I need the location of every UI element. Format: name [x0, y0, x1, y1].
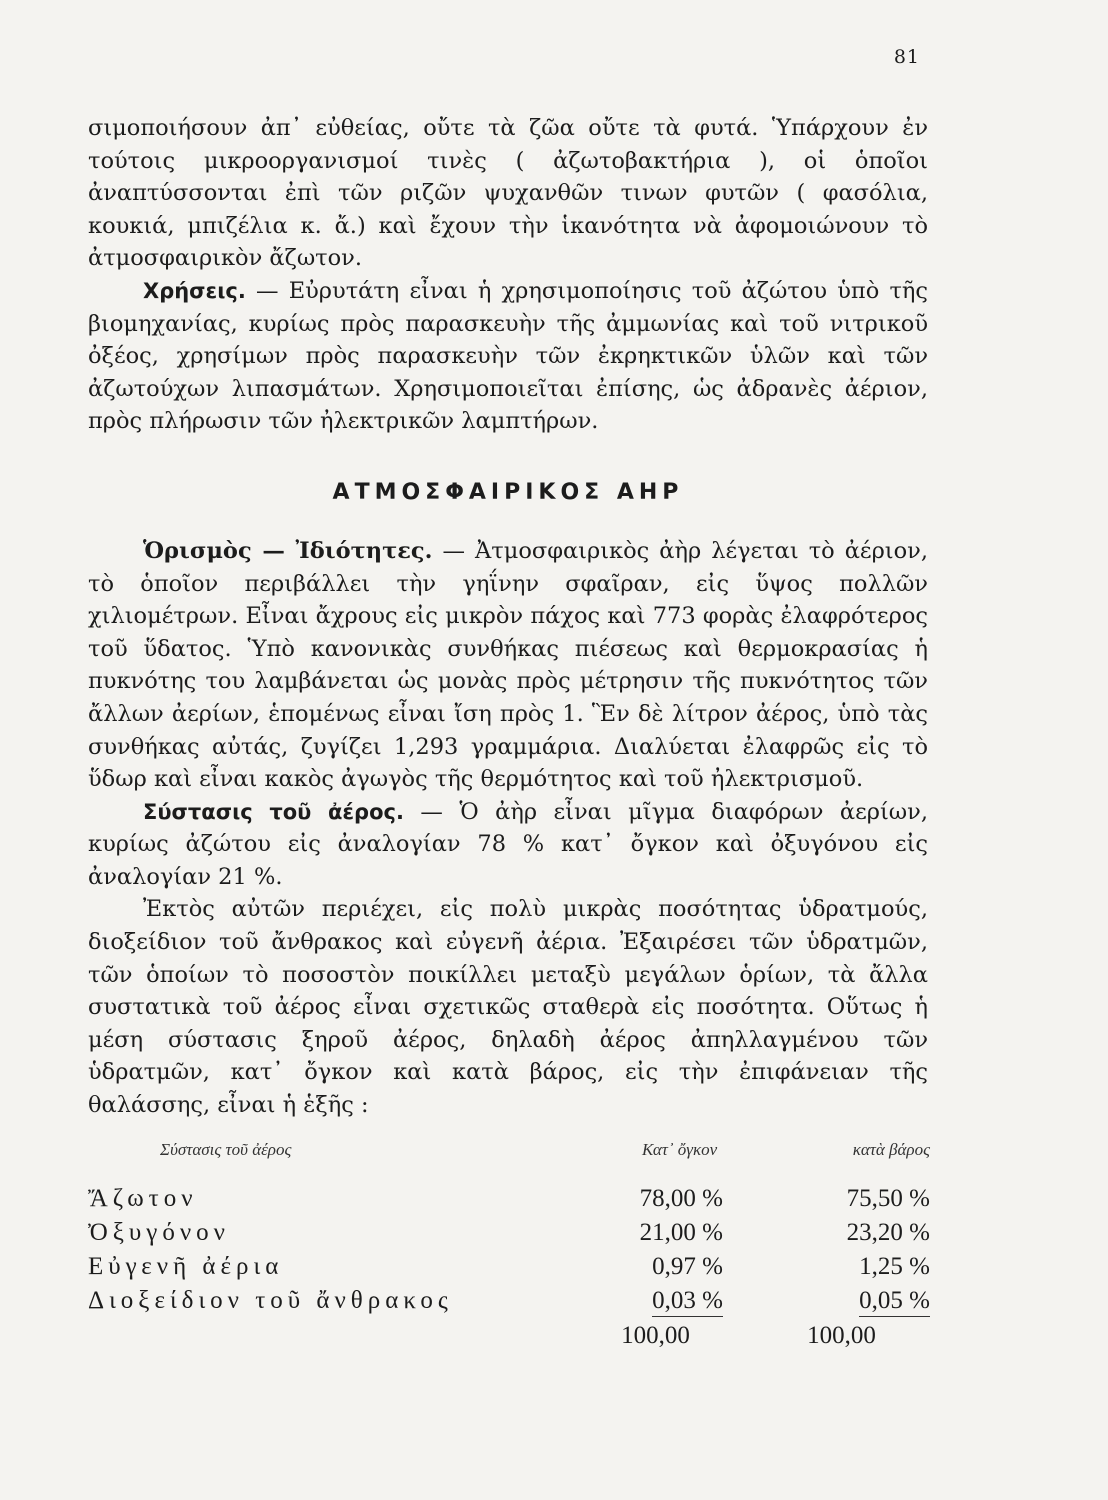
row-volume: 0,03 %	[652, 1287, 723, 1317]
table-row	[88, 1182, 930, 1216]
row-weight-cell	[723, 1284, 930, 1318]
header-composition: Σύστασις τοῦ ἀέρος	[160, 1140, 292, 1159]
row-weight: 1,25 %	[859, 1253, 930, 1280]
totals-spacer	[88, 1318, 548, 1354]
table-totals	[88, 1318, 930, 1354]
row-component: Ἄζωτον	[88, 1185, 198, 1212]
row-component: Διοξείδιον τοῦ ἄνθρακος	[88, 1287, 453, 1314]
row-volume: 78,00 %	[639, 1185, 723, 1212]
total-volume: 100,00	[621, 1322, 690, 1349]
total-weight: 100,00	[807, 1322, 876, 1349]
row-volume-cell	[548, 1284, 723, 1318]
paragraph-other-components: Ἐκτὸς αὐτῶν περιέχει, εἰς πολὺ μικρὰς ποσότητας ὑδρατμούς, διοξείδιον τοῦ ἄνθρακος καὶ εὐγενῆ ἀέρια. Ἐξαιρέσει τῶν ὑδρατμῶν, τῶν ὁποίων τὸ ποσοστὸν ποικίλλει μεταξὺ μεγάλων ὁρίων, τὰ ἄλλα συστατικὰ τοῦ ἀέρος εἶναι σχετικῶς σταθερὰ εἰς ποσότητα. Οὕτως ἡ μέση σύστασις ξηροῦ ἀέρος, δηλαδὴ ἀέρος ἀπηλλαγμένου τῶν ὑδρατμῶν, κατ᾽ ὄγκον καὶ κατὰ βάρος, εἰς τὴν ἐπιφάνειαν τῆς θαλάσσης, εἶναι ἡ ἑξῆς :	[88, 896, 928, 1119]
paragraph-definition	[88, 535, 928, 796]
row-component: Ὀξυγόνον	[88, 1219, 230, 1246]
uses-lead: Χρήσεις.	[143, 278, 246, 303]
row-volume: 0,97 %	[652, 1253, 723, 1280]
table-header	[88, 1140, 930, 1160]
row-volume: 21,00 %	[639, 1219, 723, 1246]
paragraph-composition	[88, 796, 928, 894]
body-text	[88, 112, 928, 1122]
row-weight: 23,20 %	[846, 1219, 930, 1246]
table-row	[88, 1216, 930, 1250]
table-row	[88, 1250, 930, 1284]
uses-text: — Εὐρυτάτη εἶναι ἡ χρησιμοποίησις τοῦ ἀζώτου ὑπὸ τῆς βιομηχανίας, κυρίως πρὸς παρασκευὴν τῆς ἀμμωνίας καὶ τοῦ νιτρικοῦ ὀξέος, χρησίμων πρὸς παρασκευὴν τῶν ἐκρηκτικῶν ὑλῶν καὶ τῶν ἀζωτούχων λιπασμάτων. Χρησιμοποιεῖται ἐπίσης, ὡς ἀδρανὲς ἀέριον, πρὸς πλήρωσιν τῶν ἠλεκτρικῶν λαμπτήρων.	[88, 277, 928, 435]
table-row	[88, 1284, 930, 1318]
composition-text: — Ὁ ἀὴρ εἶναι μῖγμα διαφόρων ἀερίων, κυρίως ἀζώτου εἰς ἀναλογίαν 78 % κατ᾽ ὄγκον καὶ ὀξυγόνου εἰς ἀναλογίαν 21 %.	[88, 798, 928, 890]
section-heading: ΑΤΜΟΣΦΑΙΡΙΚΟΣ ΑΗΡ	[332, 479, 684, 505]
composition-lead: Σύστασις τοῦ ἀέρος.	[143, 799, 404, 824]
row-weight: 75,50 %	[846, 1185, 930, 1212]
row-weight: 0,05 %	[859, 1287, 930, 1317]
paragraph-uses	[88, 275, 928, 438]
row-component: Εὐγενῆ ἀέρια	[88, 1253, 284, 1280]
paragraph-nitrogen-bacteria: σιμοποιήσουν ἀπ᾽ εὐθείας, οὔτε τὰ ζῶα οὔτε τὰ φυτά. Ὑπάρχουν ἐν τούτοις μικροοργανισμοί τινὲς ( ἀζωτοβακτήρια ), οἱ ὁποῖοι ἀναπτύσσονται ἐπὶ τῶν ριζῶν ψυχανθῶν τινων φυτῶν ( φασόλια, κουκιά, μπιζέλια κ. ἄ.) καὶ ἔχουν τὴν ἱκανότητα νὰ ἀφομοιώνουν τὸ ἀτμοσφαιρικὸν ἄζωτον.	[88, 115, 928, 272]
definition-text: — Ἀτμοσφαιρικὸς ἀὴρ λέγεται τὸ ἀέριον, τὸ ὁποῖον περιβάλλει τὴν γηΐνην σφαῖραν, εἰς ὕψος πολλῶν χιλιομέτρων. Εἶναι ἄχρους εἰς μικρὸν πάχος καὶ 773 φορὰς ἐλαφρότερος τοῦ ὕδατος. Ὑπὸ κανονικὰς συνθήκας πιέσεως καὶ θερμοκρασίας ἡ πυκνότης του λαμβάνεται ὡς μονὰς πρὸς μέτρησιν τῆς πυκνότητος τῶν ἄλλων ἀερίων, ἑπομένως εἶναι ἴση πρὸς 1. Ἓν δὲ λίτρον ἀέρος, ὑπὸ τὰς συνθήκας αὐτάς, ζυγίζει 1,293 γραμμάρια. Διαλύεται ἐλαφρῶς εἰς τὸ ὕδωρ καὶ εἶναι κακὸς ἀγωγὸς τῆς θερμότητος καὶ τοῦ ἠλεκτρισμοῦ.	[88, 537, 928, 793]
composition-table	[88, 1140, 930, 1354]
definition-lead: Ὁρισμὸς — Ἰδιότητες.	[143, 537, 433, 564]
header-by-volume: Κατ᾽ ὄγκον	[641, 1140, 718, 1159]
header-by-weight: κατὰ βάρος	[852, 1140, 930, 1159]
page-number: 81	[893, 46, 920, 68]
